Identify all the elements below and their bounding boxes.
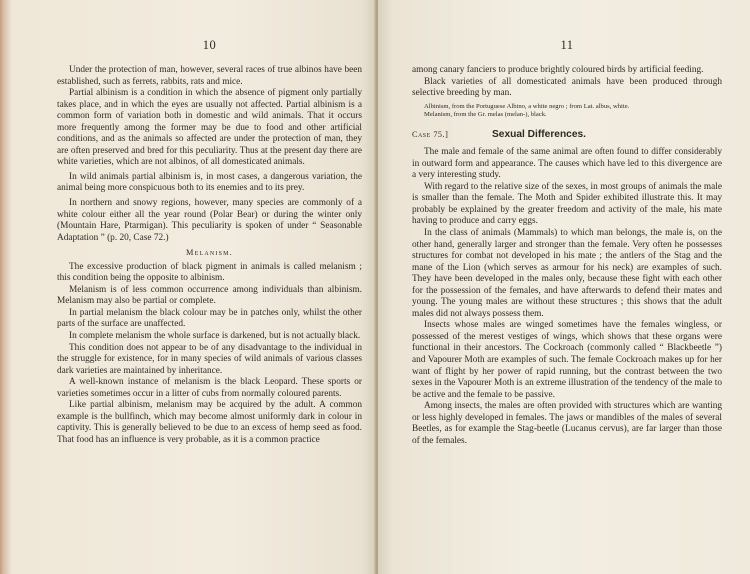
- page-number-left: 10: [202, 38, 217, 52]
- paragraph: Under the protection of man, however, several races of true albinos have been established, such as ferrets, rabbits, rats and mice.: [57, 65, 362, 87]
- paragraph: In the class of animals (Mammals) to which man belongs, the male is, on the other hand, generally larger and stronger than the female. Very often he possesses structures for combat not developed in his mate ; the antlers of the Stag and the mane of the Lion (which serves as armour for his neck) are examples of such. They have been developed in the males only, because these fight with each other for the possession of the females, and have afterwards to defend their mates and young. The young males are without these structures ; this shows that the adult males did not always possess them.: [412, 228, 722, 319]
- paragraph: In northern and snowy regions, however, many species are commonly of a white colour either all the year round (Polar Bear) or during the winter only (Mountain Hare, Ptarmigan). This peculiarity is spoken of under “ Seasonable Adaptation ” (p. 20, Case 72.): [57, 198, 362, 243]
- paragraph: In partial melanism the black colour may be in patches only, whilst the other parts of the surface are unaffected.: [57, 307, 362, 330]
- paragraph: Partial albinism is a condition in which the absence of pigment only partially takes place, and in which the eyes are usually not affected. Partial albinism is a common form of variation both in domestic and wild animals. That it occurs more frequently among the former may be due to food and other artificial conditions, and as the animals so affected are under the protection of man, they are often preserved and bred for this peculiarity. Thus at the present day there are white varieties, which are not albinos, of all domesticated animals.: [57, 88, 362, 168]
- subheading-melanism: Melanism.: [186, 248, 233, 258]
- right-page-body: [412, 65, 722, 447]
- section-title: Sexual Differences.: [492, 128, 586, 140]
- paragraph: A well-known instance of melanism is the black Leopard. These sports or varieties sometimes occur in a litter of cubs from normally coloured parents.: [57, 377, 362, 399]
- footnote: Melanism, from the Gr. melas (melan-), black.: [424, 111, 547, 119]
- paragraph: Melanism is of less common occurrence among individuals than albinism. Melanism may also be partial or complete.: [57, 284, 362, 307]
- paragraph: The male and female of the same animal are often found to differ considerably in outward form and appearance. The causes which have led to this divergence are a very interesting study.: [412, 147, 722, 181]
- paragraph: In wild animals partial albinism is, in most cases, a dangerous variation, the animal being more conspicuous both to its enemies and to its prey.: [57, 171, 362, 194]
- paragraph: This condition does not appear to be of any disadvantage to the individual in the struggle for existence, for in many species of wild animals of various classes dark varieties are maintained by inheritance.: [57, 342, 362, 376]
- paragraph: Like partial albinism, melanism may be acquired by the adult. A common example is the bullfinch, which may become almost uniformly dark in colour in captivity. This is generally believed to be due to an excess of hemp seed as food. That food has an influence is very probable, as it is a common practice: [57, 400, 362, 445]
- paragraph: among canary fanciers to produce brightly coloured birds by artificial feeding.: [412, 65, 704, 75]
- case-label: Case 75.]: [412, 129, 449, 139]
- paragraph: Insects whose males are winged sometimes have the females wingless, or possessed of the merest vestiges of wings, which shows that these organs were functional in their ancestors. The Cockroach (commonly called “ Blackbeetle ”) and Vapourer Moth are examples of such. The female Cockroach makes up for her want of flight by her power of rapid running, but the contrast between the two sexes in the Vapourer Moth is an extreme illustration of the tendency of the male to be active and the female to be passive.: [412, 320, 722, 400]
- paragraph: In complete melanism the whole surface is darkened, but is not actually black.: [69, 331, 361, 342]
- right-page: [378, 0, 750, 574]
- paragraph: With regard to the relative size of the sexes, in most groups of animals the male is smaller than the female. The Moth and Spider exhibited illustrate this. It may probably be explained by the greater freedom and activity of the male, his mate having to produce and carry eggs.: [412, 181, 722, 227]
- paragraph: The excessive production of black pigment in animals is called melanism ; this condition being the opposite to albinism.: [57, 261, 362, 284]
- section-header: [412, 129, 722, 141]
- footnote: Albinism, from the Portuguese Albino, a white negro ; from Lat. albus, white.: [424, 102, 630, 110]
- paragraph: Among insects, the males are often provided with structures which are wanting or less highly developed in females. The jaws or mandibles of the males of several Beetles, as for example the Stag-beetle (Lucanus cervus), are far larger than those of the females.: [412, 401, 722, 446]
- page-number-right: 11: [560, 38, 574, 52]
- paragraph: Black varieties of all domesticated animals have been produced through selective breeding by man.: [412, 76, 722, 99]
- left-page-body: [57, 65, 362, 447]
